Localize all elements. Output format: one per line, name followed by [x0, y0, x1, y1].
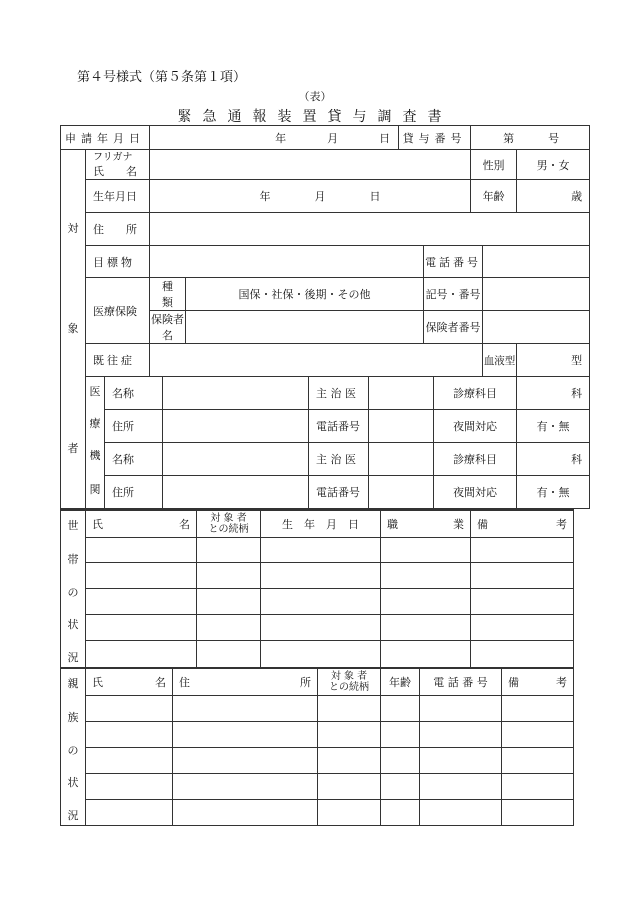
subject-side-char: 対 [67, 222, 79, 235]
household-cell[interactable] [197, 589, 261, 615]
household-relation-header [197, 510, 261, 538]
relatives-address-header-a: 住 [179, 676, 190, 689]
doctor-field[interactable] [369, 377, 434, 410]
age-field[interactable]: 歳 [517, 180, 590, 213]
household-side-char: 帯 [67, 553, 79, 566]
landmark-label: 目標物 [86, 246, 150, 278]
name-field[interactable] [150, 150, 471, 180]
facility-address-label: 住所 [105, 476, 163, 509]
household-cell[interactable] [86, 563, 197, 589]
insurance-type-label: 種 類 [150, 278, 186, 311]
household-cell[interactable] [381, 538, 471, 563]
household-name-header [86, 510, 197, 538]
history-field[interactable] [150, 344, 483, 377]
household-birth-header: 生 年 月 日 [261, 510, 381, 538]
facility-phone-label: 電話番号 [309, 476, 369, 509]
relatives-cell[interactable] [420, 722, 502, 748]
phone-label: 電話番号 [424, 246, 483, 278]
face-label: （表） [298, 90, 332, 103]
medical-side-char: 関 [89, 483, 101, 496]
medical-side-char: 機 [89, 449, 101, 462]
household-cell[interactable] [261, 615, 381, 641]
household-remarks-header-a: 備 [477, 518, 488, 531]
relatives-cell[interactable] [502, 748, 574, 774]
facility-phone-label: 電話番号 [309, 410, 369, 443]
relatives-remarks-header [502, 668, 574, 696]
facility-name-field[interactable] [163, 443, 309, 476]
household-cell[interactable] [471, 589, 574, 615]
household-side-char: 状 [67, 618, 79, 631]
furigana-label: フリガナ [93, 151, 133, 163]
facility-phone-field[interactable] [369, 476, 434, 509]
household-cell[interactable] [86, 615, 197, 641]
relatives-cell[interactable] [86, 722, 173, 748]
relatives-cell[interactable] [318, 774, 381, 800]
relatives-side-char: の [67, 744, 79, 757]
doctor-field[interactable] [369, 443, 434, 476]
relatives-remarks-header-b: 考 [556, 676, 567, 689]
day-unit: 日 [379, 131, 391, 145]
insurer-number-label: 保険者番号 [424, 311, 483, 344]
gender-label: 性別 [471, 150, 517, 180]
relatives-side-label [61, 668, 86, 826]
insurer-name-field[interactable] [186, 311, 424, 344]
household-relation-line1: 対 象 者 [210, 513, 247, 524]
relatives-cell[interactable] [173, 800, 318, 826]
relatives-relation-header [318, 668, 381, 696]
relatives-cell[interactable] [318, 748, 381, 774]
relatives-cell[interactable] [381, 748, 420, 774]
relatives-cell[interactable] [86, 774, 173, 800]
household-name-header-a: 氏 [92, 518, 103, 531]
dai-label: 第 [503, 131, 515, 145]
household-job-header-a: 職 [387, 518, 398, 531]
household-side-char: 世 [67, 519, 79, 532]
household-cell[interactable] [197, 641, 261, 668]
doctor-label: 主 治 医 [309, 377, 369, 410]
subject-side-label [61, 150, 86, 509]
household-cell[interactable] [86, 538, 197, 563]
relatives-cell[interactable] [420, 800, 502, 826]
household-job-header-b: 業 [453, 518, 464, 531]
relatives-cell[interactable] [173, 722, 318, 748]
gou-label: 号 [548, 131, 560, 145]
relatives-cell[interactable] [381, 722, 420, 748]
facility-address-label: 住所 [105, 410, 163, 443]
night-label: 夜間対応 [434, 476, 517, 509]
household-table [60, 509, 574, 668]
relatives-side-char: 親 [67, 677, 79, 690]
name-label-text: 氏 名 [93, 164, 137, 178]
application-date-label: 申請年月日 [61, 126, 150, 150]
insurer-number-field[interactable] [483, 311, 590, 344]
night-label: 夜間対応 [434, 410, 517, 443]
relatives-cell[interactable] [86, 696, 173, 722]
relatives-cell[interactable] [173, 748, 318, 774]
household-cell[interactable] [471, 563, 574, 589]
night-options[interactable]: 有・無 [517, 476, 590, 509]
night-options[interactable]: 有・無 [517, 410, 590, 443]
household-cell[interactable] [197, 563, 261, 589]
department-label: 診療科目 [434, 377, 517, 410]
birthdate-field[interactable] [150, 180, 471, 213]
relatives-cell[interactable] [502, 774, 574, 800]
insurer-name-label: 保険者名 [150, 311, 186, 344]
household-cell[interactable] [471, 641, 574, 668]
household-side-label [61, 510, 86, 668]
facility-phone-field[interactable] [369, 410, 434, 443]
medical-side-char: 療 [89, 417, 101, 430]
household-cell[interactable] [381, 641, 471, 668]
household-side-char: 況 [67, 651, 79, 664]
relatives-table [60, 667, 574, 826]
household-remarks-header [471, 510, 574, 538]
relatives-name-header-a: 氏 [92, 676, 103, 689]
household-cell[interactable] [197, 538, 261, 563]
relatives-cell[interactable] [318, 696, 381, 722]
relatives-cell[interactable] [420, 748, 502, 774]
relatives-side-char: 状 [67, 776, 79, 789]
birthdate-label: 生年月日 [86, 180, 150, 213]
household-cell[interactable] [261, 641, 381, 668]
address-label: 住 所 [86, 213, 150, 246]
birth-year-unit: 年 [259, 190, 271, 203]
relatives-address-header [173, 668, 318, 696]
relatives-cell[interactable] [381, 800, 420, 826]
loan-number-label: 貸与番号 [399, 126, 471, 150]
facility-address-field[interactable] [163, 476, 309, 509]
insurance-types[interactable]: 国保・社保・後期・その他 [186, 278, 424, 311]
relatives-cell[interactable] [502, 800, 574, 826]
relatives-cell[interactable] [318, 722, 381, 748]
gender-options[interactable]: 男・女 [517, 150, 590, 180]
relatives-relation-line1: 対 象 者 [330, 671, 368, 682]
birth-month-unit: 月 [314, 190, 326, 203]
birth-day-unit: 日 [369, 190, 381, 203]
landmark-field[interactable] [150, 246, 424, 278]
relatives-age-header: 年齢 [381, 668, 420, 696]
symbol-number-field[interactable] [483, 278, 590, 311]
relatives-address-header-b: 所 [300, 676, 311, 689]
household-cell[interactable] [261, 538, 381, 563]
subject-side-char: 者 [67, 442, 79, 455]
blood-type-label: 血液型 [483, 344, 517, 377]
application-date-field[interactable] [150, 126, 399, 150]
medical-side-char: 医 [89, 385, 101, 398]
facility-name-label: 名称 [105, 443, 163, 476]
relatives-cell[interactable] [173, 696, 318, 722]
household-job-header [381, 510, 471, 538]
facility-name-label: 名称 [105, 377, 163, 410]
history-label: 既往症 [86, 344, 150, 377]
relatives-cell[interactable] [381, 696, 420, 722]
relatives-relation-line2: との続柄 [329, 682, 369, 693]
household-relation-line2: との続柄 [208, 524, 249, 535]
medical-side-label [86, 377, 105, 509]
household-cell[interactable] [86, 589, 197, 615]
relatives-side-char: 族 [67, 711, 79, 724]
household-cell[interactable] [381, 589, 471, 615]
subject-table [60, 125, 590, 509]
relatives-remarks-header-a: 備 [508, 676, 519, 689]
household-name-header-b: 名 [179, 518, 190, 531]
symbol-number-label: 記号・番号 [424, 278, 483, 311]
relatives-name-header-b: 名 [155, 676, 166, 689]
household-cell[interactable] [471, 615, 574, 641]
facility-name-field[interactable] [163, 377, 309, 410]
relatives-cell[interactable] [502, 722, 574, 748]
household-cell[interactable] [261, 563, 381, 589]
relatives-name-header [86, 668, 173, 696]
phone-field[interactable] [483, 246, 590, 278]
department-field[interactable]: 科 [517, 443, 590, 476]
relatives-cell[interactable] [173, 774, 318, 800]
form-number: 第４号様式（第５条第１項） [77, 70, 247, 85]
relatives-cell[interactable] [86, 748, 173, 774]
age-label: 年齢 [471, 180, 517, 213]
document-title: 緊急通報装置貸与調査書 [177, 109, 453, 125]
household-cell[interactable] [197, 615, 261, 641]
relatives-cell[interactable] [86, 800, 173, 826]
household-cell[interactable] [261, 589, 381, 615]
household-cell[interactable] [381, 563, 471, 589]
department-field[interactable]: 科 [517, 377, 590, 410]
relatives-cell[interactable] [420, 774, 502, 800]
household-cell[interactable] [86, 641, 197, 668]
year-unit: 年 [275, 131, 287, 145]
relatives-cell[interactable] [381, 774, 420, 800]
relatives-side-char: 況 [67, 809, 79, 822]
address-field[interactable] [150, 213, 590, 246]
subject-side-char: 象 [67, 322, 79, 335]
blood-type-field[interactable]: 型 [517, 344, 590, 377]
department-label: 診療科目 [434, 443, 517, 476]
relatives-cell[interactable] [318, 800, 381, 826]
household-remarks-header-b: 考 [556, 518, 567, 531]
loan-number-field[interactable] [471, 126, 590, 150]
relatives-cell[interactable] [502, 696, 574, 722]
household-side-char: の [67, 586, 79, 599]
household-cell[interactable] [381, 615, 471, 641]
household-cell[interactable] [471, 538, 574, 563]
facility-address-field[interactable] [163, 410, 309, 443]
month-unit: 月 [327, 131, 339, 145]
doctor-label: 主 治 医 [309, 443, 369, 476]
name-label [86, 150, 150, 180]
insurance-label: 医療保険 [86, 278, 150, 344]
relatives-phone-header: 電 話 番 号 [420, 668, 502, 696]
relatives-cell[interactable] [420, 696, 502, 722]
